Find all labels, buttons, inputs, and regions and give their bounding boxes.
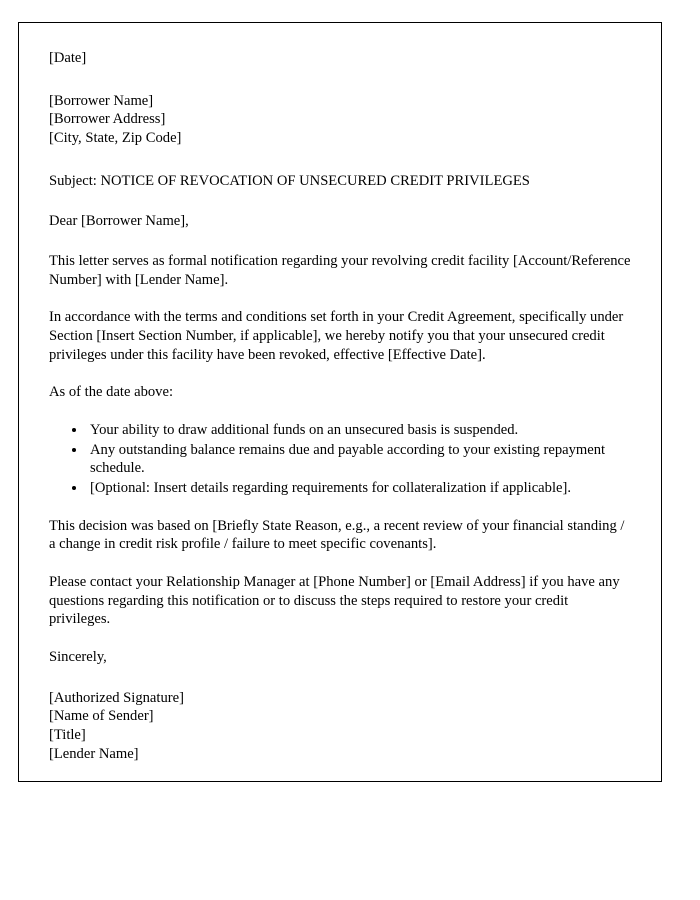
paragraph-4: Please contact your Relationship Manager at [Phone Number] or [Email Address] if you have any questions regarding this notification or to discuss the steps required to restore your credit privileges. bbox=[49, 574, 620, 628]
sender-name: [Name of Sender] bbox=[49, 708, 154, 725]
paragraph-3: This decision was based on [Briefly State Reason, e.g., a recent review of your financial standing / a change in credit risk profile / failure to meet specific covenants]. bbox=[49, 517, 625, 553]
recipient-address-block bbox=[49, 92, 631, 148]
lender-name: [Lender Name] bbox=[49, 745, 139, 762]
recipient-city-state-zip: [City, State, Zip Code] bbox=[49, 130, 182, 147]
list-item: • Your ability to draw additional funds on an unsecured basis is suspended. bbox=[87, 421, 631, 440]
recipient-name: [Borrower Name] bbox=[49, 92, 154, 109]
consequences-list bbox=[49, 421, 631, 498]
letter-body bbox=[19, 23, 661, 763]
subject-line: Subject: NOTICE OF REVOCATION OF UNSECURED CREDIT PRIVILEGES bbox=[49, 172, 530, 189]
list-intro: As of the date above: bbox=[49, 384, 174, 401]
closing: Sincerely, bbox=[49, 649, 107, 666]
date-block bbox=[49, 49, 631, 68]
sender-title: [Title] bbox=[49, 727, 86, 744]
list-item: • [Optional: Insert details regarding requirements for collateralization if applicable]. bbox=[87, 479, 631, 498]
salutation: Dear [Borrower Name], bbox=[49, 213, 189, 230]
signature-line: [Authorized Signature] bbox=[49, 689, 184, 706]
date-placeholder: [Date] bbox=[49, 50, 87, 66]
document-page bbox=[18, 22, 662, 782]
signature-block bbox=[49, 689, 631, 764]
paragraph-2: In accordance with the terms and conditions set forth in your Credit Agreement, specifically under Section [Insert Section Number, if applicable], we hereby notify you that your unsecured credit privileges under this facility have been revoked, effective [Effective Date]. bbox=[49, 309, 624, 363]
list-item: • Any outstanding balance remains due and payable according to your existing repayment schedule. bbox=[87, 441, 631, 478]
paragraph-1: This letter serves as formal notification regarding your revolving credit facility [Account/Reference Number] with [Lender Name]. bbox=[49, 253, 631, 288]
recipient-address: [Borrower Address] bbox=[49, 111, 166, 128]
